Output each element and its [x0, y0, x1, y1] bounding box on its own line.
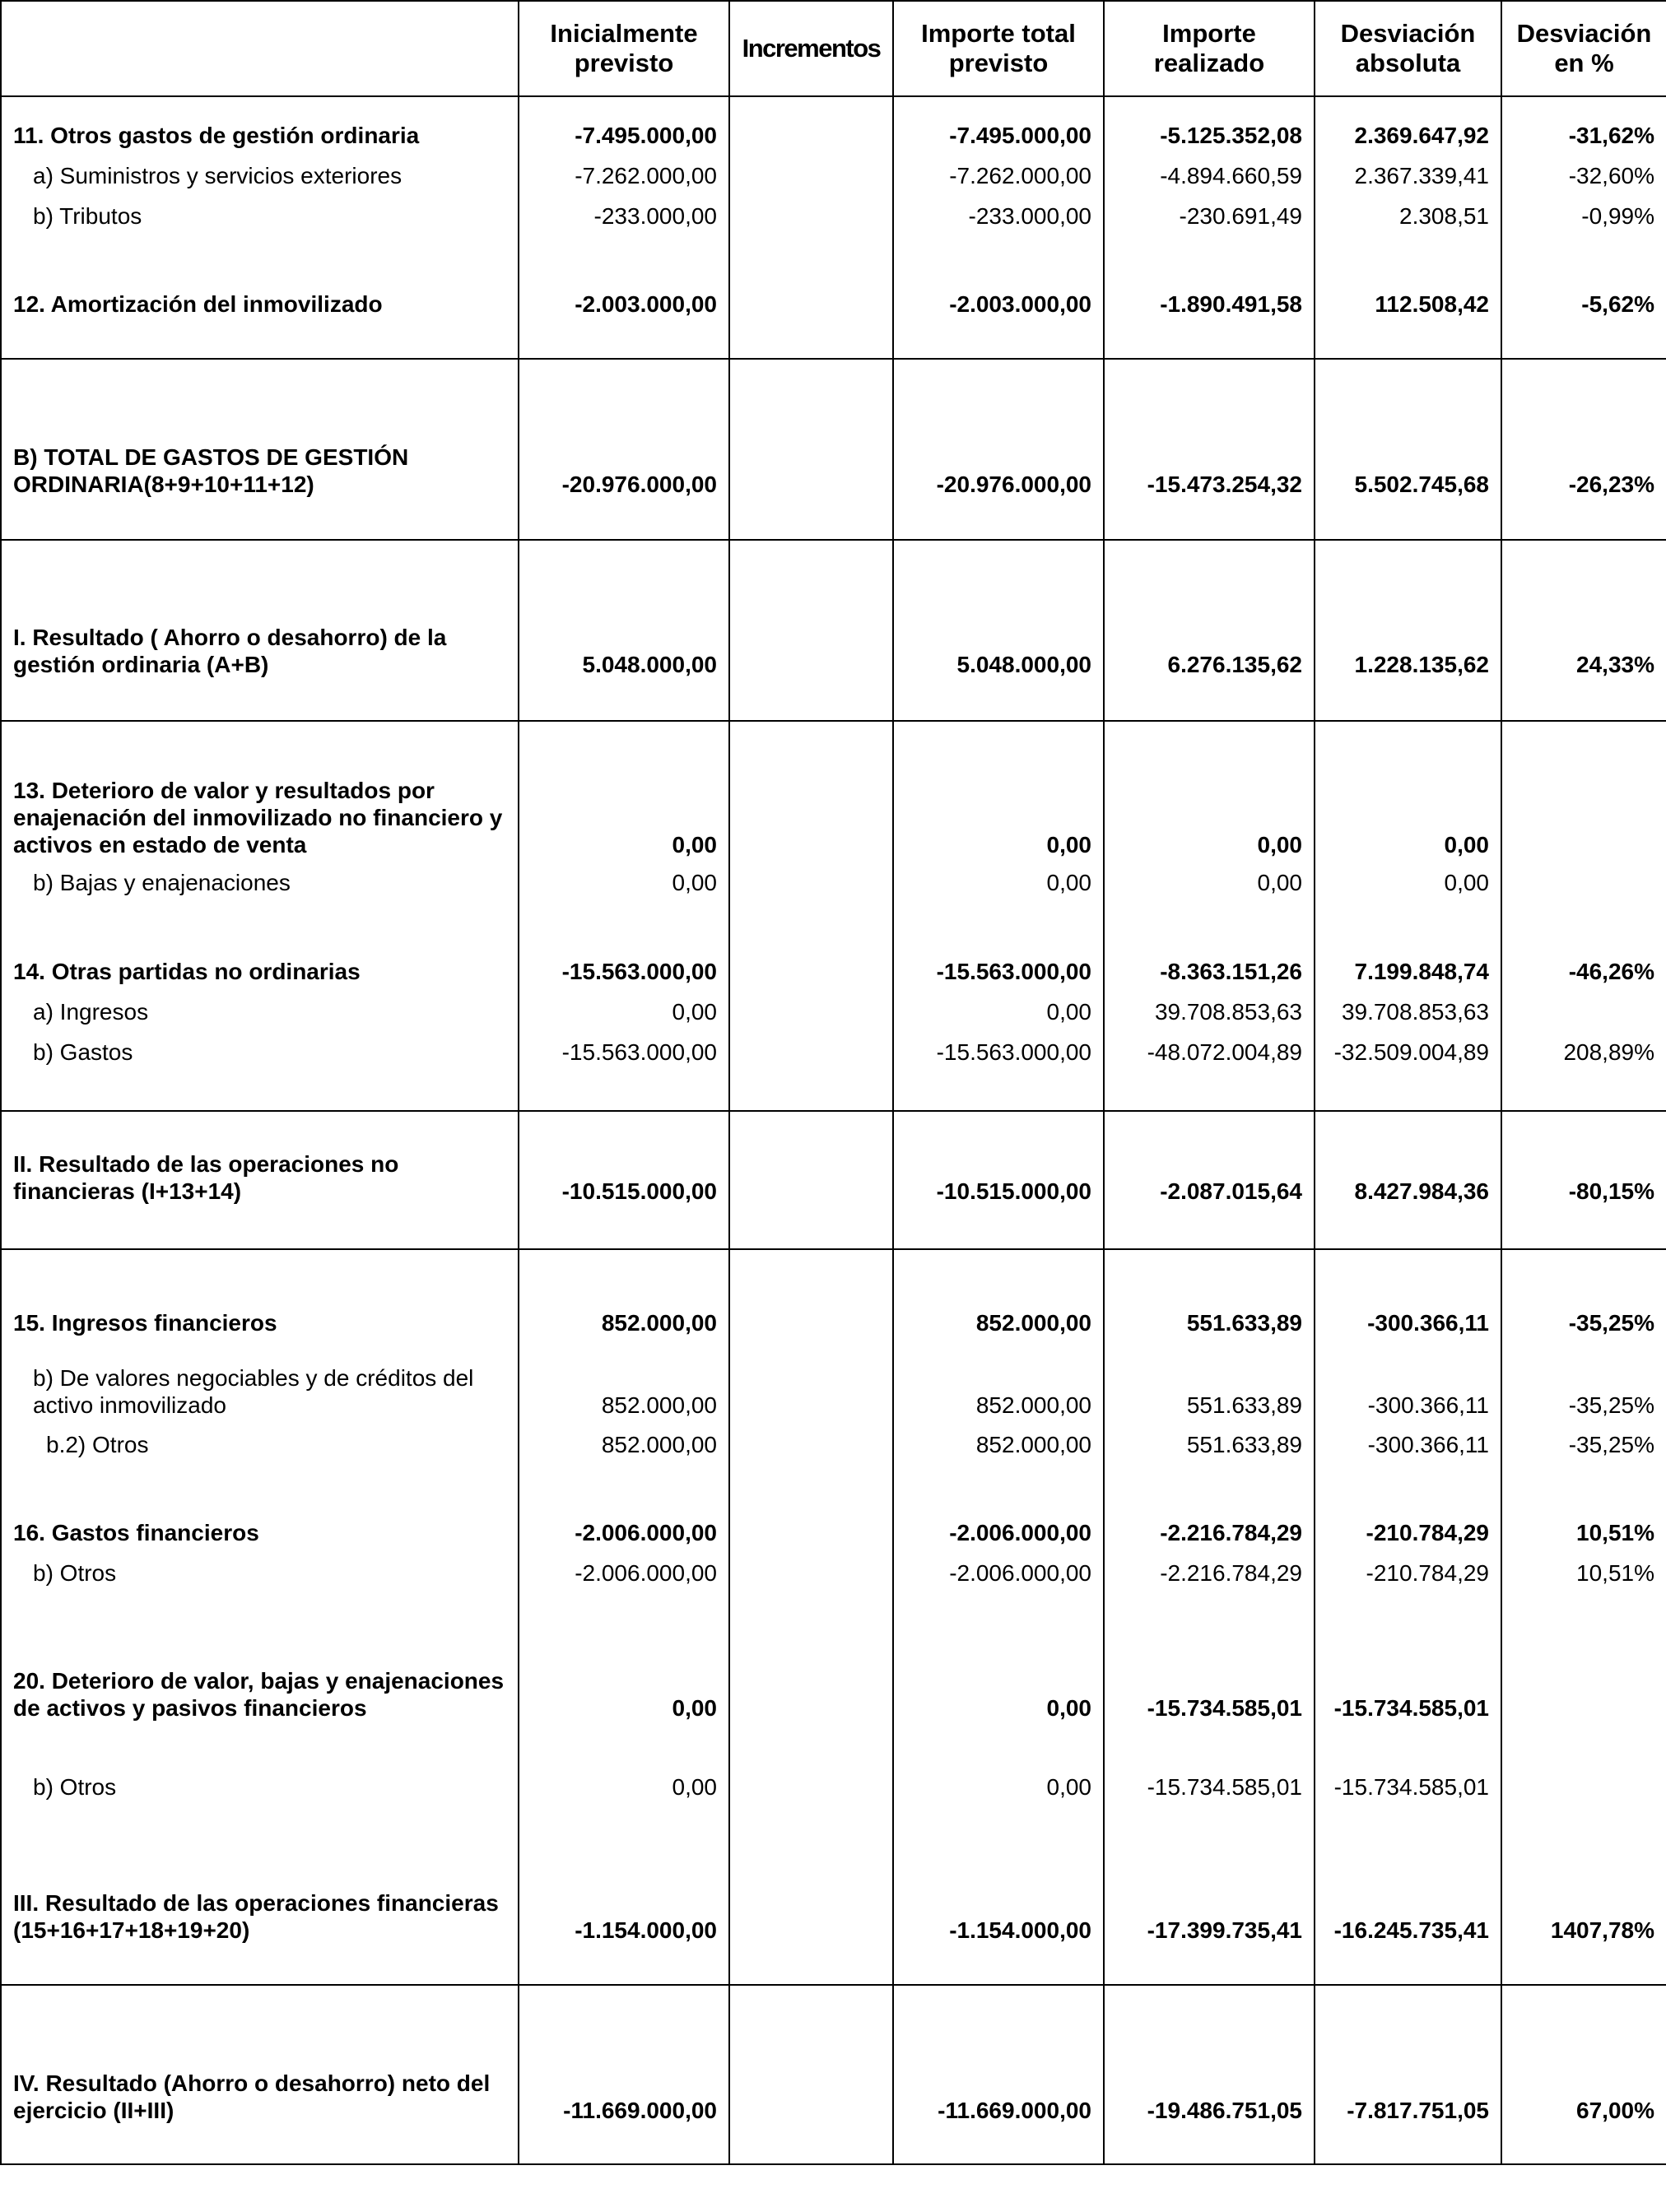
cell-incrementos	[729, 96, 893, 149]
value-desviacion-absoluta: -210.784,29	[1366, 1520, 1489, 1545]
cell-inicialmente-previsto	[519, 1985, 729, 2164]
value-importe-realizado: 551.633,89	[1186, 1432, 1302, 1457]
row-label: 20. Deterioro de valor, bajas y enajenaciones de activos y pasivos financieros	[13, 1668, 505, 1721]
cell-importe-realizado	[1104, 1587, 1315, 1722]
value-desviacion-absoluta: -32.509.004,89	[1333, 1039, 1489, 1065]
value-inicialmente-previsto: -7.262.000,00	[575, 163, 717, 188]
cell-inicialmente-previsto	[519, 985, 729, 1025]
value-desviacion-absoluta: -300.366,11	[1367, 1432, 1489, 1457]
cell-importe-realizado	[1104, 1249, 1315, 1336]
value-desviacion-absoluta: -300.366,11	[1367, 1392, 1489, 1418]
value-importe-total-previsto: 852.000,00	[975, 1310, 1091, 1336]
value-desviacion-absoluta: -16.245.735,41	[1333, 1917, 1489, 1943]
value-importe-total-previsto: 852.000,00	[975, 1392, 1091, 1418]
value-inicialmente-previsto: 0,00	[672, 999, 717, 1025]
cell-desviacion-porcentaje	[1501, 1336, 1666, 1419]
table-row	[1, 149, 1666, 189]
row-label-cell	[1, 1458, 519, 1546]
cell-inicialmente-previsto	[519, 540, 729, 721]
row-label: 11. Otros gastos de gestión ordinaria	[13, 123, 420, 148]
row-label-cell	[1, 1419, 519, 1458]
header-inicialmente-previsto: Inicialmente previsto	[519, 1, 729, 96]
row-label: b) Otros	[33, 1774, 117, 1800]
cell-desviacion-absoluta	[1315, 985, 1501, 1025]
value-inicialmente-previsto: 0,00	[672, 870, 717, 895]
value-desviacion-porcentaje: -0,99%	[1581, 203, 1654, 229]
cell-desviacion-absoluta	[1315, 1985, 1501, 2164]
cell-desviacion-absoluta	[1315, 1801, 1501, 1985]
value-desviacion-porcentaje: -35,25%	[1568, 1392, 1654, 1418]
cell-inicialmente-previsto	[519, 721, 729, 858]
value-importe-total-previsto: 0,00	[1046, 1774, 1091, 1800]
value-desviacion-absoluta: 2.367.339,41	[1354, 163, 1489, 188]
cell-importe-realizado	[1104, 1801, 1315, 1985]
value-desviacion-absoluta: 112.508,42	[1375, 291, 1489, 317]
cell-importe-realizado	[1104, 1458, 1315, 1546]
cell-desviacion-porcentaje	[1501, 721, 1666, 858]
value-importe-realizado: -4.894.660,59	[1160, 163, 1302, 188]
value-inicialmente-previsto: -10.515.000,00	[561, 1178, 717, 1204]
cell-desviacion-porcentaje	[1501, 1458, 1666, 1546]
value-inicialmente-previsto: 852.000,00	[601, 1392, 717, 1418]
table-row	[1, 858, 1666, 896]
table-row	[1, 721, 1666, 858]
value-inicialmente-previsto: 5.048.000,00	[582, 652, 717, 677]
row-label-cell	[1, 1587, 519, 1722]
cell-desviacion-absoluta	[1315, 230, 1501, 359]
cell-incrementos	[729, 1458, 893, 1546]
row-label: II. Resultado de las operaciones no financieras (I+13+14)	[13, 1151, 399, 1204]
cell-incrementos	[729, 721, 893, 858]
cell-incrementos	[729, 1025, 893, 1111]
value-importe-realizado: -230.691,49	[1179, 203, 1302, 229]
cell-importe-realizado	[1104, 96, 1315, 149]
value-importe-total-previsto: 0,00	[1046, 870, 1091, 895]
value-importe-realizado: 551.633,89	[1186, 1310, 1302, 1336]
cell-desviacion-absoluta	[1315, 1111, 1501, 1249]
cell-desviacion-porcentaje	[1501, 230, 1666, 359]
row-label: 13. Deterioro de valor y resultados por enajenación del inmovilizado no financiero y activos en estado de venta	[13, 778, 503, 857]
table-header-row	[1, 1, 1666, 96]
value-desviacion-porcentaje: 208,89%	[1563, 1039, 1654, 1065]
value-importe-total-previsto: -1.154.000,00	[949, 1917, 1091, 1943]
value-importe-total-previsto: -7.262.000,00	[949, 163, 1091, 188]
cell-importe-total-previsto	[893, 858, 1104, 896]
table-row	[1, 1546, 1666, 1587]
table-row	[1, 985, 1666, 1025]
value-importe-realizado: 0,00	[1257, 870, 1302, 895]
value-inicialmente-previsto: -2.006.000,00	[575, 1520, 717, 1545]
cell-importe-total-previsto	[893, 189, 1104, 230]
cell-desviacion-absoluta	[1315, 1336, 1501, 1419]
row-label: b) Otros	[33, 1560, 117, 1586]
cell-importe-realizado	[1104, 1419, 1315, 1458]
value-desviacion-porcentaje: -80,15%	[1568, 1178, 1654, 1204]
cell-importe-total-previsto	[893, 540, 1104, 721]
cell-importe-total-previsto	[893, 1587, 1104, 1722]
cell-importe-realizado	[1104, 721, 1315, 858]
cell-importe-total-previsto	[893, 1419, 1104, 1458]
cell-inicialmente-previsto	[519, 1419, 729, 1458]
cell-incrementos	[729, 189, 893, 230]
cell-importe-total-previsto	[893, 1249, 1104, 1336]
cell-importe-realizado	[1104, 985, 1315, 1025]
row-label: IV. Resultado (Ahorro o desahorro) neto del ejercicio (II+III)	[13, 2070, 491, 2123]
value-importe-realizado: -2.216.784,29	[1160, 1520, 1302, 1545]
value-inicialmente-previsto: 0,00	[672, 832, 717, 857]
value-desviacion-porcentaje: 67,00%	[1576, 2098, 1654, 2123]
value-inicialmente-previsto: -2.006.000,00	[575, 1560, 717, 1586]
row-label-cell	[1, 149, 519, 189]
value-inicialmente-previsto: 852.000,00	[601, 1310, 717, 1336]
value-importe-total-previsto: -11.669.000,00	[938, 2098, 1091, 2123]
table-row	[1, 189, 1666, 230]
value-importe-realizado: -19.486.751,05	[1147, 2098, 1302, 2123]
cell-incrementos	[729, 1336, 893, 1419]
cell-desviacion-absoluta	[1315, 1587, 1501, 1722]
value-desviacion-porcentaje: -46,26%	[1568, 959, 1654, 984]
value-importe-realizado: 6.276.135,62	[1167, 652, 1302, 677]
cell-importe-total-previsto	[893, 1336, 1104, 1419]
header-incrementos: Incrementos	[729, 1, 893, 96]
table-row	[1, 1722, 1666, 1801]
cell-importe-realizado	[1104, 1722, 1315, 1801]
value-desviacion-absoluta: -210.784,29	[1366, 1560, 1489, 1586]
value-inicialmente-previsto: -15.563.000,00	[561, 1039, 717, 1065]
row-label: b) Tributos	[33, 203, 142, 229]
value-desviacion-absoluta: 0,00	[1444, 870, 1489, 895]
row-label-cell	[1, 189, 519, 230]
table-row	[1, 1985, 1666, 2164]
row-label-cell	[1, 540, 519, 721]
row-label-cell	[1, 1985, 519, 2164]
value-inicialmente-previsto: -2.003.000,00	[575, 291, 717, 317]
value-importe-total-previsto: -20.976.000,00	[936, 472, 1091, 497]
value-importe-realizado: -8.363.151,26	[1160, 959, 1302, 984]
cell-importe-realizado	[1104, 1025, 1315, 1111]
cell-incrementos	[729, 1546, 893, 1587]
value-desviacion-absoluta: 0,00	[1444, 832, 1489, 857]
row-label: 15. Ingresos financieros	[13, 1310, 277, 1336]
cell-inicialmente-previsto	[519, 1546, 729, 1587]
cell-desviacion-porcentaje	[1501, 189, 1666, 230]
cell-desviacion-porcentaje	[1501, 1985, 1666, 2164]
cell-importe-total-previsto	[893, 1985, 1104, 2164]
value-importe-total-previsto: 852.000,00	[975, 1432, 1091, 1457]
row-label-cell	[1, 230, 519, 359]
value-inicialmente-previsto: -20.976.000,00	[561, 472, 717, 497]
cell-importe-total-previsto	[893, 1025, 1104, 1111]
cell-inicialmente-previsto	[519, 230, 729, 359]
cell-desviacion-porcentaje	[1501, 858, 1666, 896]
cell-inicialmente-previsto	[519, 96, 729, 149]
cell-importe-realizado	[1104, 858, 1315, 896]
cell-inicialmente-previsto	[519, 1801, 729, 1985]
cell-desviacion-porcentaje	[1501, 1722, 1666, 1801]
cell-incrementos	[729, 359, 893, 540]
cell-importe-total-previsto	[893, 359, 1104, 540]
table-row	[1, 96, 1666, 149]
value-importe-total-previsto: -15.563.000,00	[936, 959, 1091, 984]
cell-incrementos	[729, 896, 893, 985]
cell-importe-realizado	[1104, 189, 1315, 230]
table-row	[1, 1025, 1666, 1111]
cell-desviacion-porcentaje	[1501, 359, 1666, 540]
row-label: I. Resultado ( Ahorro o desahorro) de la gestión ordinaria (A+B)	[13, 625, 447, 677]
cell-incrementos	[729, 985, 893, 1025]
cell-desviacion-absoluta	[1315, 721, 1501, 858]
row-label: b.2) Otros	[46, 1432, 149, 1457]
value-importe-total-previsto: -2.006.000,00	[949, 1520, 1091, 1545]
cell-desviacion-absoluta	[1315, 1025, 1501, 1111]
cell-desviacion-porcentaje	[1501, 1249, 1666, 1336]
table-row	[1, 1419, 1666, 1458]
cell-importe-total-previsto	[893, 1801, 1104, 1985]
cell-desviacion-absoluta	[1315, 189, 1501, 230]
cell-desviacion-absoluta	[1315, 96, 1501, 149]
table-body	[1, 96, 1666, 2164]
value-importe-realizado: -17.399.735,41	[1147, 1917, 1302, 1943]
header-desviacion-absoluta: Desviación absoluta	[1315, 1, 1501, 96]
cell-desviacion-porcentaje	[1501, 540, 1666, 721]
value-desviacion-porcentaje: -31,62%	[1568, 123, 1654, 148]
row-label: III. Resultado de las operaciones financieras (15+16+17+18+19+20)	[13, 1890, 499, 1943]
cell-desviacion-porcentaje	[1501, 1025, 1666, 1111]
cell-importe-realizado	[1104, 540, 1315, 721]
value-inicialmente-previsto: -7.495.000,00	[575, 123, 717, 148]
value-importe-total-previsto: -10.515.000,00	[936, 1178, 1091, 1204]
value-desviacion-absoluta: -15.734.585,01	[1333, 1695, 1489, 1721]
value-inicialmente-previsto: -11.669.000,00	[563, 2098, 717, 2123]
table-row	[1, 1587, 1666, 1722]
cell-importe-total-previsto	[893, 721, 1104, 858]
value-desviacion-porcentaje: -5,62%	[1581, 291, 1654, 317]
cell-desviacion-absoluta	[1315, 149, 1501, 189]
value-importe-realizado: -48.072.004,89	[1147, 1039, 1302, 1065]
cell-importe-total-previsto	[893, 230, 1104, 359]
cell-inicialmente-previsto	[519, 858, 729, 896]
cell-incrementos	[729, 1722, 893, 1801]
cell-importe-realizado	[1104, 896, 1315, 985]
cell-importe-realizado	[1104, 1111, 1315, 1249]
row-label-cell	[1, 858, 519, 896]
cell-desviacion-porcentaje	[1501, 1546, 1666, 1587]
cell-desviacion-absoluta	[1315, 858, 1501, 896]
value-desviacion-porcentaje: 10,51%	[1576, 1560, 1654, 1586]
cell-importe-total-previsto	[893, 1546, 1104, 1587]
value-desviacion-absoluta: 5.502.745,68	[1354, 472, 1489, 497]
value-inicialmente-previsto: 852.000,00	[601, 1432, 717, 1457]
cell-desviacion-absoluta	[1315, 1722, 1501, 1801]
value-desviacion-porcentaje: 1407,78%	[1550, 1917, 1654, 1943]
cell-desviacion-absoluta	[1315, 540, 1501, 721]
table-row	[1, 1111, 1666, 1249]
cell-importe-realizado	[1104, 149, 1315, 189]
header-concepto	[1, 1, 519, 96]
cell-desviacion-absoluta	[1315, 1419, 1501, 1458]
cell-inicialmente-previsto	[519, 1336, 729, 1419]
value-desviacion-absoluta: -15.734.585,01	[1333, 1774, 1489, 1800]
value-importe-realizado: -2.216.784,29	[1160, 1560, 1302, 1586]
cell-desviacion-porcentaje	[1501, 149, 1666, 189]
value-desviacion-absoluta: 39.708.853,63	[1341, 999, 1489, 1025]
table-row	[1, 1249, 1666, 1336]
cell-desviacion-porcentaje	[1501, 96, 1666, 149]
cell-inicialmente-previsto	[519, 1722, 729, 1801]
cell-importe-total-previsto	[893, 149, 1104, 189]
cell-importe-total-previsto	[893, 1722, 1104, 1801]
cell-desviacion-absoluta	[1315, 896, 1501, 985]
row-label: a) Ingresos	[33, 999, 149, 1025]
value-desviacion-absoluta: 1.228.135,62	[1354, 652, 1489, 677]
cell-incrementos	[729, 1587, 893, 1722]
row-label-cell	[1, 721, 519, 858]
cell-inicialmente-previsto	[519, 149, 729, 189]
row-label-cell	[1, 1025, 519, 1111]
row-label-cell	[1, 1546, 519, 1587]
cell-desviacion-porcentaje	[1501, 1111, 1666, 1249]
row-label-cell	[1, 1722, 519, 1801]
cell-importe-realizado	[1104, 1336, 1315, 1419]
value-desviacion-porcentaje: -32,60%	[1568, 163, 1654, 188]
cell-incrementos	[729, 1985, 893, 2164]
cell-importe-realizado	[1104, 1546, 1315, 1587]
row-label: a) Suministros y servicios exteriores	[33, 163, 403, 188]
value-desviacion-porcentaje: -26,23%	[1568, 472, 1654, 497]
value-inicialmente-previsto: -1.154.000,00	[575, 1917, 717, 1943]
value-importe-realizado: -15.734.585,01	[1147, 1774, 1302, 1800]
cell-incrementos	[729, 1111, 893, 1249]
cell-incrementos	[729, 1801, 893, 1985]
row-label-cell	[1, 985, 519, 1025]
value-importe-total-previsto: -15.563.000,00	[936, 1039, 1091, 1065]
row-label: b) Gastos	[33, 1039, 133, 1065]
value-desviacion-absoluta: 2.369.647,92	[1354, 123, 1489, 148]
cell-importe-realizado	[1104, 230, 1315, 359]
cell-desviacion-absoluta	[1315, 1546, 1501, 1587]
row-label-cell	[1, 896, 519, 985]
cell-importe-total-previsto	[893, 896, 1104, 985]
value-importe-realizado: -1.890.491,58	[1160, 291, 1302, 317]
value-desviacion-absoluta: -7.817.751,05	[1347, 2098, 1489, 2123]
value-importe-realizado: 39.708.853,63	[1154, 999, 1302, 1025]
value-importe-total-previsto: -233.000,00	[968, 203, 1091, 229]
header-importe-realizado: Importe realizado	[1104, 1, 1315, 96]
cell-importe-realizado	[1104, 1985, 1315, 2164]
value-importe-realizado: -15.473.254,32	[1147, 472, 1302, 497]
cell-inicialmente-previsto	[519, 1458, 729, 1546]
value-importe-total-previsto: -7.495.000,00	[949, 123, 1091, 148]
cell-desviacion-porcentaje	[1501, 985, 1666, 1025]
table-row	[1, 230, 1666, 359]
row-label: b) De valores negociables y de créditos del activo inmovilizado	[33, 1365, 474, 1418]
cell-inicialmente-previsto	[519, 896, 729, 985]
cell-desviacion-porcentaje	[1501, 1587, 1666, 1722]
header-importe-total-previsto: Importe total previsto	[893, 1, 1104, 96]
cell-desviacion-porcentaje	[1501, 896, 1666, 985]
row-label-cell	[1, 359, 519, 540]
value-desviacion-absoluta: 8.427.984,36	[1354, 1178, 1489, 1204]
value-importe-realizado: -2.087.015,64	[1160, 1178, 1302, 1204]
cell-incrementos	[729, 149, 893, 189]
value-desviacion-absoluta: 2.308,51	[1399, 203, 1489, 229]
table-row	[1, 1336, 1666, 1419]
row-label: 12. Amortización del inmovilizado	[13, 291, 383, 317]
value-desviacion-absoluta: -300.366,11	[1367, 1310, 1489, 1336]
value-importe-realizado: 551.633,89	[1186, 1392, 1302, 1418]
row-label-cell	[1, 1336, 519, 1419]
row-label: 16. Gastos financieros	[13, 1520, 259, 1545]
value-inicialmente-previsto: 0,00	[672, 1774, 717, 1800]
cell-inicialmente-previsto	[519, 189, 729, 230]
cell-inicialmente-previsto	[519, 1587, 729, 1722]
value-desviacion-porcentaje: 10,51%	[1576, 1520, 1654, 1545]
cell-inicialmente-previsto	[519, 1111, 729, 1249]
header-desviacion-porcentaje: Desviación en %	[1501, 1, 1666, 96]
value-inicialmente-previsto: 0,00	[672, 1695, 717, 1721]
cell-incrementos	[729, 230, 893, 359]
cell-incrementos	[729, 1249, 893, 1336]
value-importe-total-previsto: 5.048.000,00	[956, 652, 1091, 677]
row-label: 14. Otras partidas no ordinarias	[13, 959, 361, 984]
row-label-cell	[1, 96, 519, 149]
cell-desviacion-absoluta	[1315, 1458, 1501, 1546]
cell-desviacion-porcentaje	[1501, 1419, 1666, 1458]
row-label-cell	[1, 1249, 519, 1336]
value-desviacion-absoluta: 7.199.848,74	[1354, 959, 1489, 984]
value-inicialmente-previsto: -233.000,00	[593, 203, 717, 229]
table-row	[1, 896, 1666, 985]
value-desviacion-porcentaje: -35,25%	[1568, 1432, 1654, 1457]
row-label: b) Bajas y enajenaciones	[33, 870, 291, 895]
cell-desviacion-porcentaje	[1501, 1801, 1666, 1985]
row-label: B) TOTAL DE GASTOS DE GESTIÓN ORDINARIA(8+9+10+11+12)	[13, 444, 409, 497]
table-row	[1, 359, 1666, 540]
value-importe-total-previsto: -2.003.000,00	[949, 291, 1091, 317]
cell-desviacion-absoluta	[1315, 359, 1501, 540]
cell-importe-total-previsto	[893, 1458, 1104, 1546]
row-label-cell	[1, 1111, 519, 1249]
cell-incrementos	[729, 1419, 893, 1458]
table-row	[1, 1801, 1666, 1985]
cell-desviacion-absoluta	[1315, 1249, 1501, 1336]
value-importe-total-previsto: -2.006.000,00	[949, 1560, 1091, 1586]
value-importe-realizado: 0,00	[1257, 832, 1302, 857]
value-inicialmente-previsto: -15.563.000,00	[561, 959, 717, 984]
value-importe-total-previsto: 0,00	[1046, 1695, 1091, 1721]
cell-inicialmente-previsto	[519, 1249, 729, 1336]
value-desviacion-porcentaje: 24,33%	[1576, 652, 1654, 677]
cell-inicialmente-previsto	[519, 1025, 729, 1111]
value-importe-total-previsto: 0,00	[1046, 999, 1091, 1025]
cell-importe-realizado	[1104, 359, 1315, 540]
value-importe-total-previsto: 0,00	[1046, 832, 1091, 857]
cell-inicialmente-previsto	[519, 359, 729, 540]
table-row	[1, 1458, 1666, 1546]
cell-incrementos	[729, 540, 893, 721]
value-desviacion-porcentaje: -35,25%	[1568, 1310, 1654, 1336]
cell-importe-total-previsto	[893, 96, 1104, 149]
row-label-cell	[1, 1801, 519, 1985]
cell-importe-total-previsto	[893, 1111, 1104, 1249]
cell-incrementos	[729, 858, 893, 896]
value-importe-realizado: -15.734.585,01	[1147, 1695, 1302, 1721]
value-importe-realizado: -5.125.352,08	[1160, 123, 1302, 148]
cell-importe-total-previsto	[893, 985, 1104, 1025]
table-row	[1, 540, 1666, 721]
